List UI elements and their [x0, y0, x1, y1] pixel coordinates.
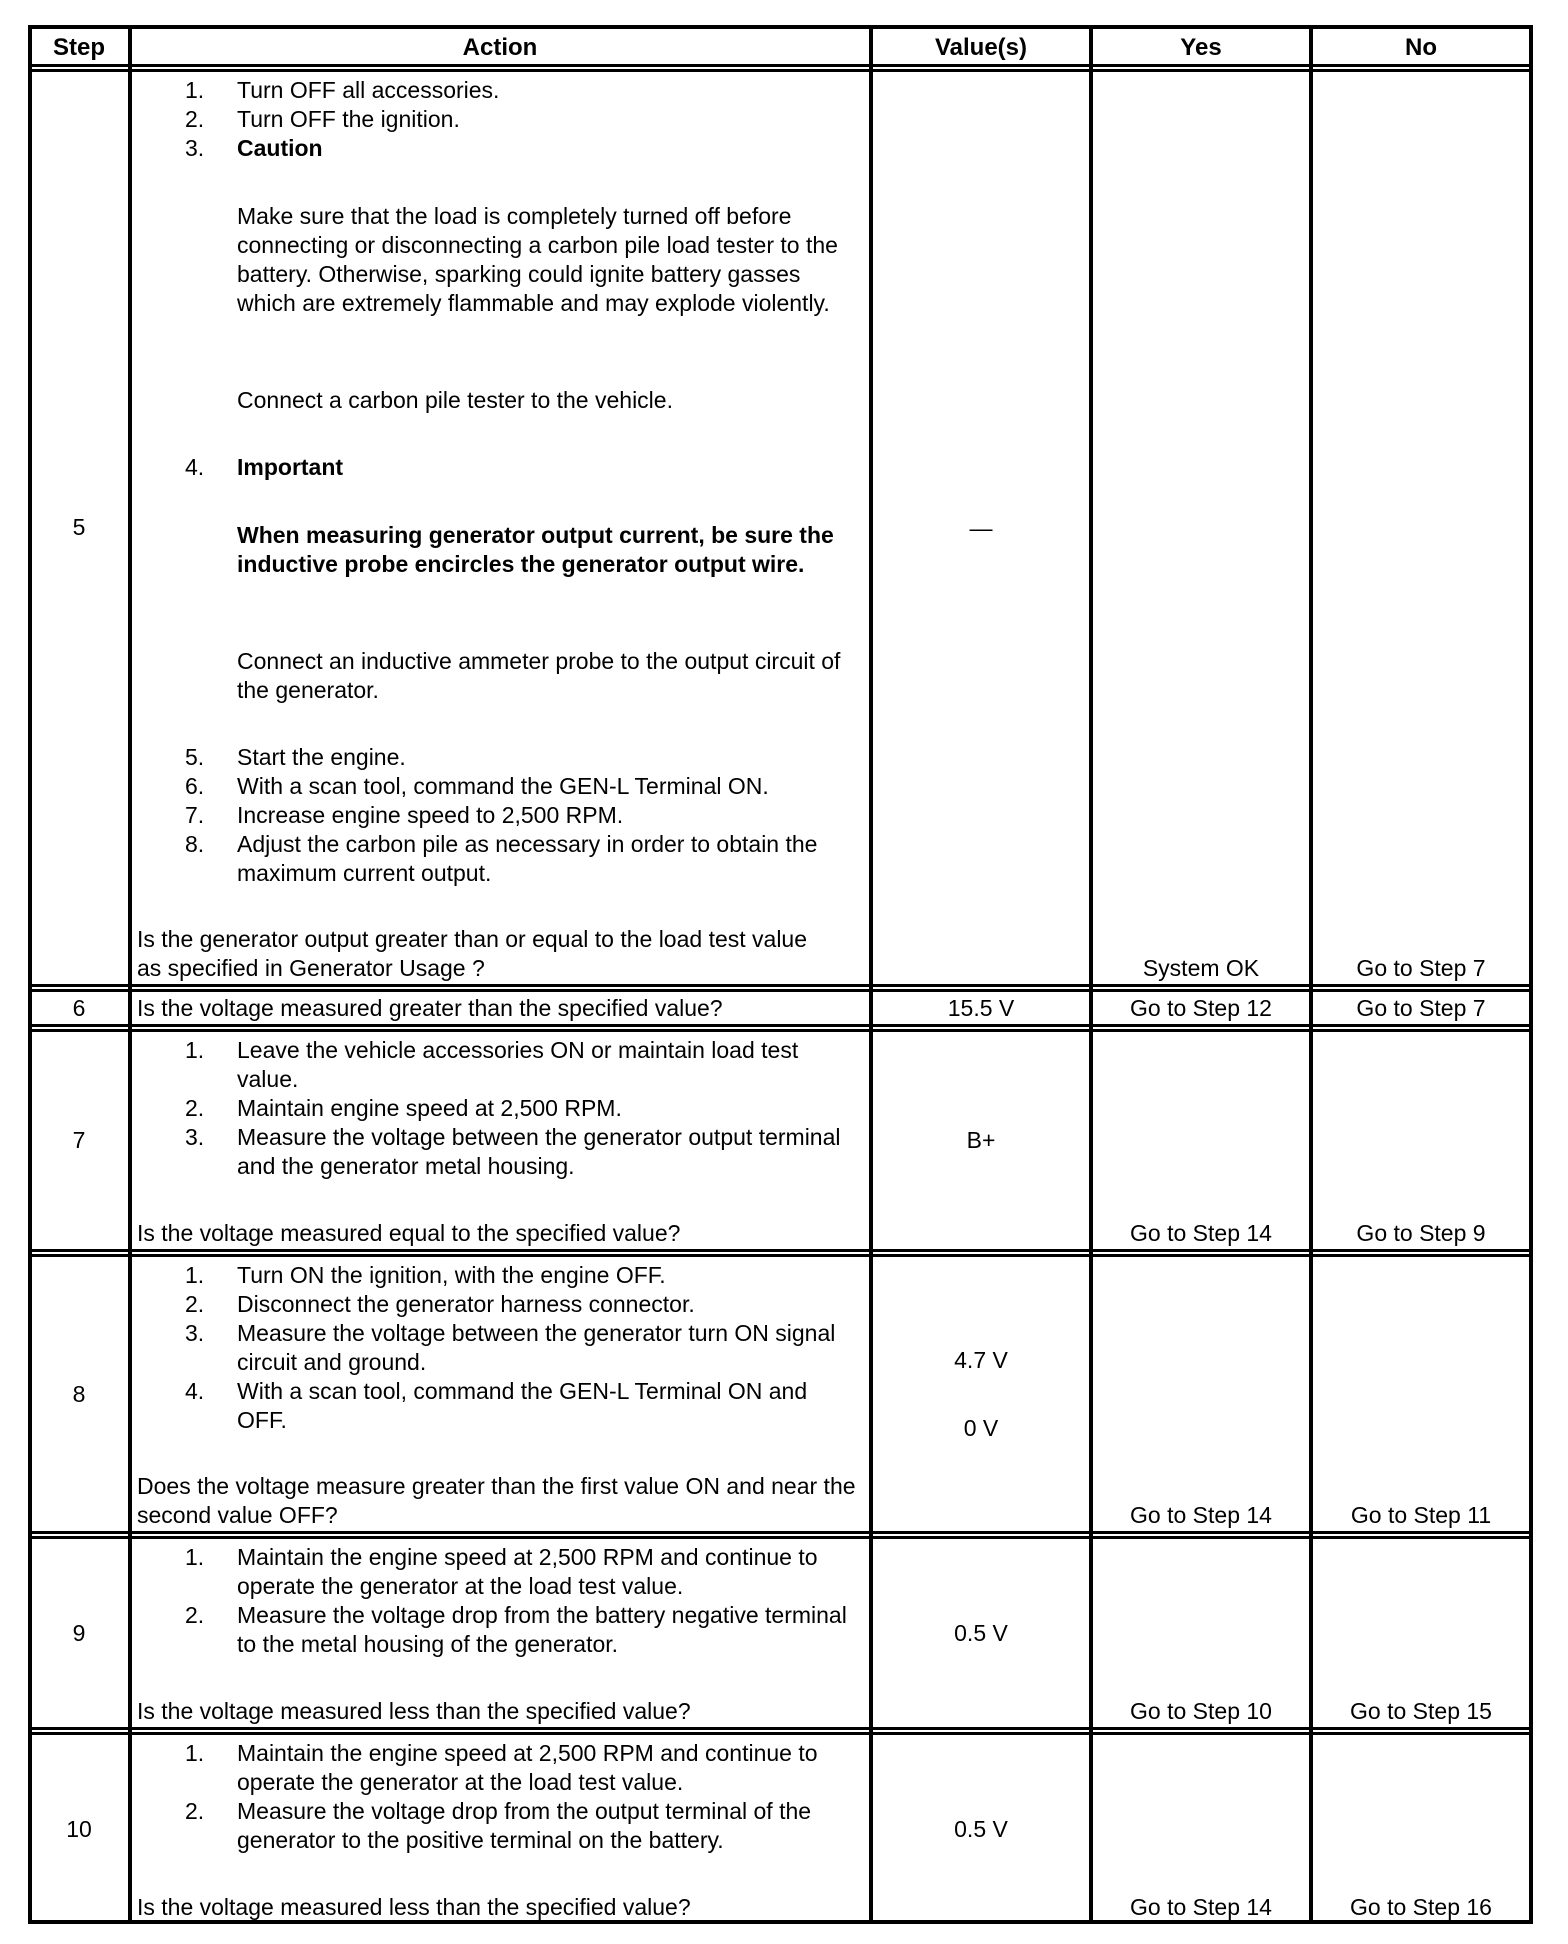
step-question: Is the voltage measured less than the specified value?	[137, 1698, 691, 1724]
item-text: Measure the voltage drop from the output terminal of the generator to the positive terminal on the battery.	[237, 1798, 812, 1853]
item-number: 1.	[185, 1037, 205, 1063]
yes-result: Go to Step 14	[1130, 1502, 1272, 1528]
step-question: Is the voltage measured equal to the specified value?	[137, 1220, 681, 1246]
step-question: Is the generator output greater than or equal to the load test value as specified in Generator Usage ?	[137, 926, 808, 981]
yes-result: Go to Step 14	[1130, 1220, 1272, 1246]
item-text: With a scan tool, command the GEN-L Terminal ON.	[237, 773, 769, 799]
step-number: 10	[66, 1816, 92, 1842]
item-number: 4.	[185, 454, 205, 480]
step-value: B+	[966, 1127, 996, 1153]
item-text: Maintain the engine speed at 2,500 RPM and continue to operate the generator at the load test value.	[237, 1740, 818, 1795]
step-value: 0.5 V	[954, 1620, 1008, 1646]
no-result: Go to Step 16	[1350, 1894, 1492, 1920]
caution-heading: Caution	[237, 135, 323, 161]
item-text: Maintain the engine speed at 2,500 RPM and continue to operate the generator at the load test value.	[237, 1544, 818, 1599]
item-text: Connect an inductive ammeter probe to the output circuit of the generator.	[237, 648, 841, 703]
item-number: 4.	[185, 1378, 205, 1404]
item-number: 2.	[185, 1095, 205, 1121]
yes-result: Go to Step 14	[1130, 1894, 1272, 1920]
item-text: Adjust the carbon pile as necessary in order to obtain the maximum current output.	[237, 831, 818, 886]
step-number: 5	[72, 514, 86, 540]
item-text: Turn ON the ignition, with the engine OFF.	[237, 1262, 666, 1288]
step-number: 8	[72, 1381, 86, 1407]
item-text: Maintain engine speed at 2,500 RPM.	[237, 1095, 622, 1121]
no-result: Go to Step 9	[1356, 1220, 1486, 1246]
header-action: Action	[462, 34, 538, 61]
item-text: Increase engine speed to 2,500 RPM.	[237, 802, 624, 828]
item-text: Turn OFF the ignition.	[237, 106, 460, 132]
item-number: 1.	[185, 1544, 205, 1570]
item-number: 1.	[185, 77, 205, 103]
header-no: No	[1405, 34, 1437, 61]
item-text: Measure the voltage drop from the battery negative terminal to the metal housing of the generator.	[237, 1602, 847, 1657]
header-yes: Yes	[1180, 34, 1222, 61]
step-number: 7	[72, 1127, 86, 1153]
step-value: 4.7 V	[954, 1347, 1008, 1373]
step-value: —	[969, 515, 993, 541]
item-text: Connect a carbon pile tester to the vehicle.	[237, 387, 673, 413]
item-number: 2.	[185, 106, 205, 132]
header-step: Step	[52, 34, 106, 61]
step-question: Is the voltage measured less than the specified value?	[137, 1894, 691, 1920]
item-text: With a scan tool, command the GEN-L Terminal ON and OFF.	[237, 1378, 808, 1433]
item-number: 7.	[185, 802, 205, 828]
step-number: 9	[72, 1620, 86, 1646]
yes-result: System OK	[1142, 955, 1260, 981]
caution-text: Make sure that the load is completely turned off before connecting or disconnecting a carbon pile load tester to the battery. Otherwise, sparking could ignite battery gasses which are extremely flammable and may explode violently.	[237, 203, 838, 316]
no-result: Go to Step 7	[1356, 995, 1486, 1021]
yes-result: Go to Step 12	[1130, 995, 1272, 1021]
step-number: 6	[72, 995, 86, 1021]
step-value: 15.5 V	[947, 995, 1015, 1021]
step-value: 0.5 V	[954, 1816, 1008, 1842]
header-values: Value(s)	[934, 34, 1028, 61]
important-heading: Important	[237, 454, 344, 480]
item-number: 2.	[185, 1291, 205, 1317]
item-number: 8.	[185, 831, 205, 857]
item-number: 5.	[185, 744, 205, 770]
item-text: Leave the vehicle accessories ON or maintain load test value.	[237, 1037, 799, 1092]
item-text: Disconnect the generator harness connector.	[237, 1291, 695, 1317]
item-number: 1.	[185, 1262, 205, 1288]
item-text: Turn OFF all accessories.	[237, 77, 500, 103]
no-result: Go to Step 15	[1350, 1698, 1492, 1724]
step-question: Is the voltage measured greater than the specified value?	[137, 995, 723, 1021]
item-number: 6.	[185, 773, 205, 799]
item-number: 1.	[185, 1740, 205, 1766]
item-text: Start the engine.	[237, 744, 406, 770]
no-result: Go to Step 7	[1356, 955, 1486, 981]
item-number: 3.	[185, 1124, 205, 1150]
yes-result: Go to Step 10	[1130, 1698, 1272, 1724]
step-question: Does the voltage measure greater than the first value ON and near the second value OFF?	[137, 1473, 856, 1528]
item-text: Measure the voltage between the generator output terminal and the generator metal housing.	[237, 1124, 841, 1179]
item-number: 2.	[185, 1602, 205, 1628]
item-number: 2.	[185, 1798, 205, 1824]
step-value: 0 V	[963, 1415, 999, 1441]
item-number: 3.	[185, 1320, 205, 1346]
important-text: When measuring generator output current, be sure the inductive probe encircles the generator output wire.	[237, 522, 834, 577]
item-number: 3.	[185, 135, 205, 161]
no-result: Go to Step 11	[1350, 1502, 1492, 1528]
item-text: Measure the voltage between the generator turn ON signal circuit and ground.	[237, 1320, 836, 1375]
